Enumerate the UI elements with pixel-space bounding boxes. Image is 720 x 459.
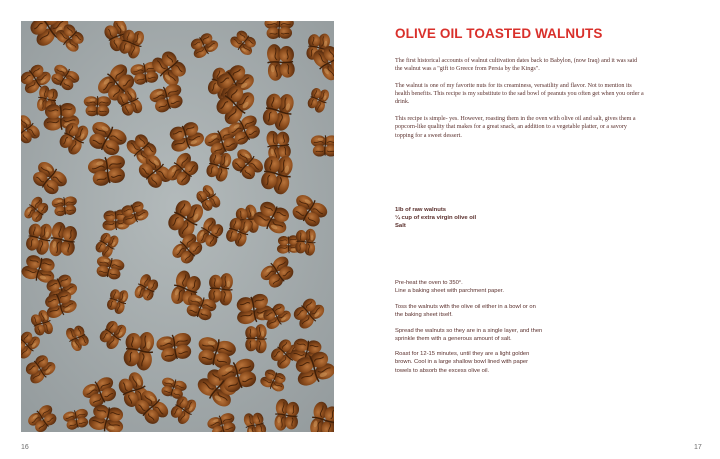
- walnut-half: [311, 135, 334, 156]
- intro-paragraph: The first historical accounts of walnut cultivation dates back to Babylon, (now Iraq) and it was said the walnut was a "gift to Greece from Persia by the Kings".: [395, 58, 638, 73]
- intro-paragraph: The walnut is one of my favorite nuts for its creaminess, versatility and flavor. Not to mention its health benefits. This recipe is my substitute to the sad bowl of peanuts you often get when you order a drink.: [395, 82, 644, 106]
- ingredient-item: 1lb of raw walnuts: [395, 207, 447, 213]
- walnut-half: [274, 398, 300, 432]
- instruction-step: Toss the walnuts with the olive oil either in a bowl or on the baking sheet itself.: [395, 303, 536, 318]
- walnut-half: [245, 324, 266, 353]
- instruction-step: Spread the walnuts so they are in a single layer, and then sprinkle them with a generous amount of salt.: [395, 327, 543, 342]
- ingredient-item: ¼ cup of extra virgin olive oil: [395, 215, 477, 221]
- walnut-half: [84, 96, 111, 116]
- intro-text: [395, 57, 645, 148]
- ingredient-item: Salt: [395, 223, 406, 229]
- walnuts-image: [21, 21, 334, 432]
- ingredients-list: [395, 206, 645, 230]
- walnuts-photo: [21, 21, 334, 432]
- page-number-right: 17: [694, 444, 702, 451]
- instruction-step: Pre-heat the oven to 350°. Line a baking sheet with parchment paper.: [395, 280, 504, 295]
- walnut-half: [264, 21, 294, 39]
- recipe-title: OLIVE OIL TOASTED WALNUTS: [395, 26, 603, 41]
- instruction-step: Roast for 12-15 minutes, until they are a light golden brown. Cool in a large shallow bowl lined with paper towels to absorb the excess olive oil.: [395, 351, 530, 374]
- instructions: [395, 279, 545, 382]
- intro-paragraph: This recipe is simple- yes. However, roasting them in the oven with olive oil and salt, gives them a popcorn-like quality that makes for a great snack, an addition to a vegetable platter, or a savory topping for a sweet dessert.: [395, 116, 636, 139]
- page-number-left: 16: [21, 444, 29, 451]
